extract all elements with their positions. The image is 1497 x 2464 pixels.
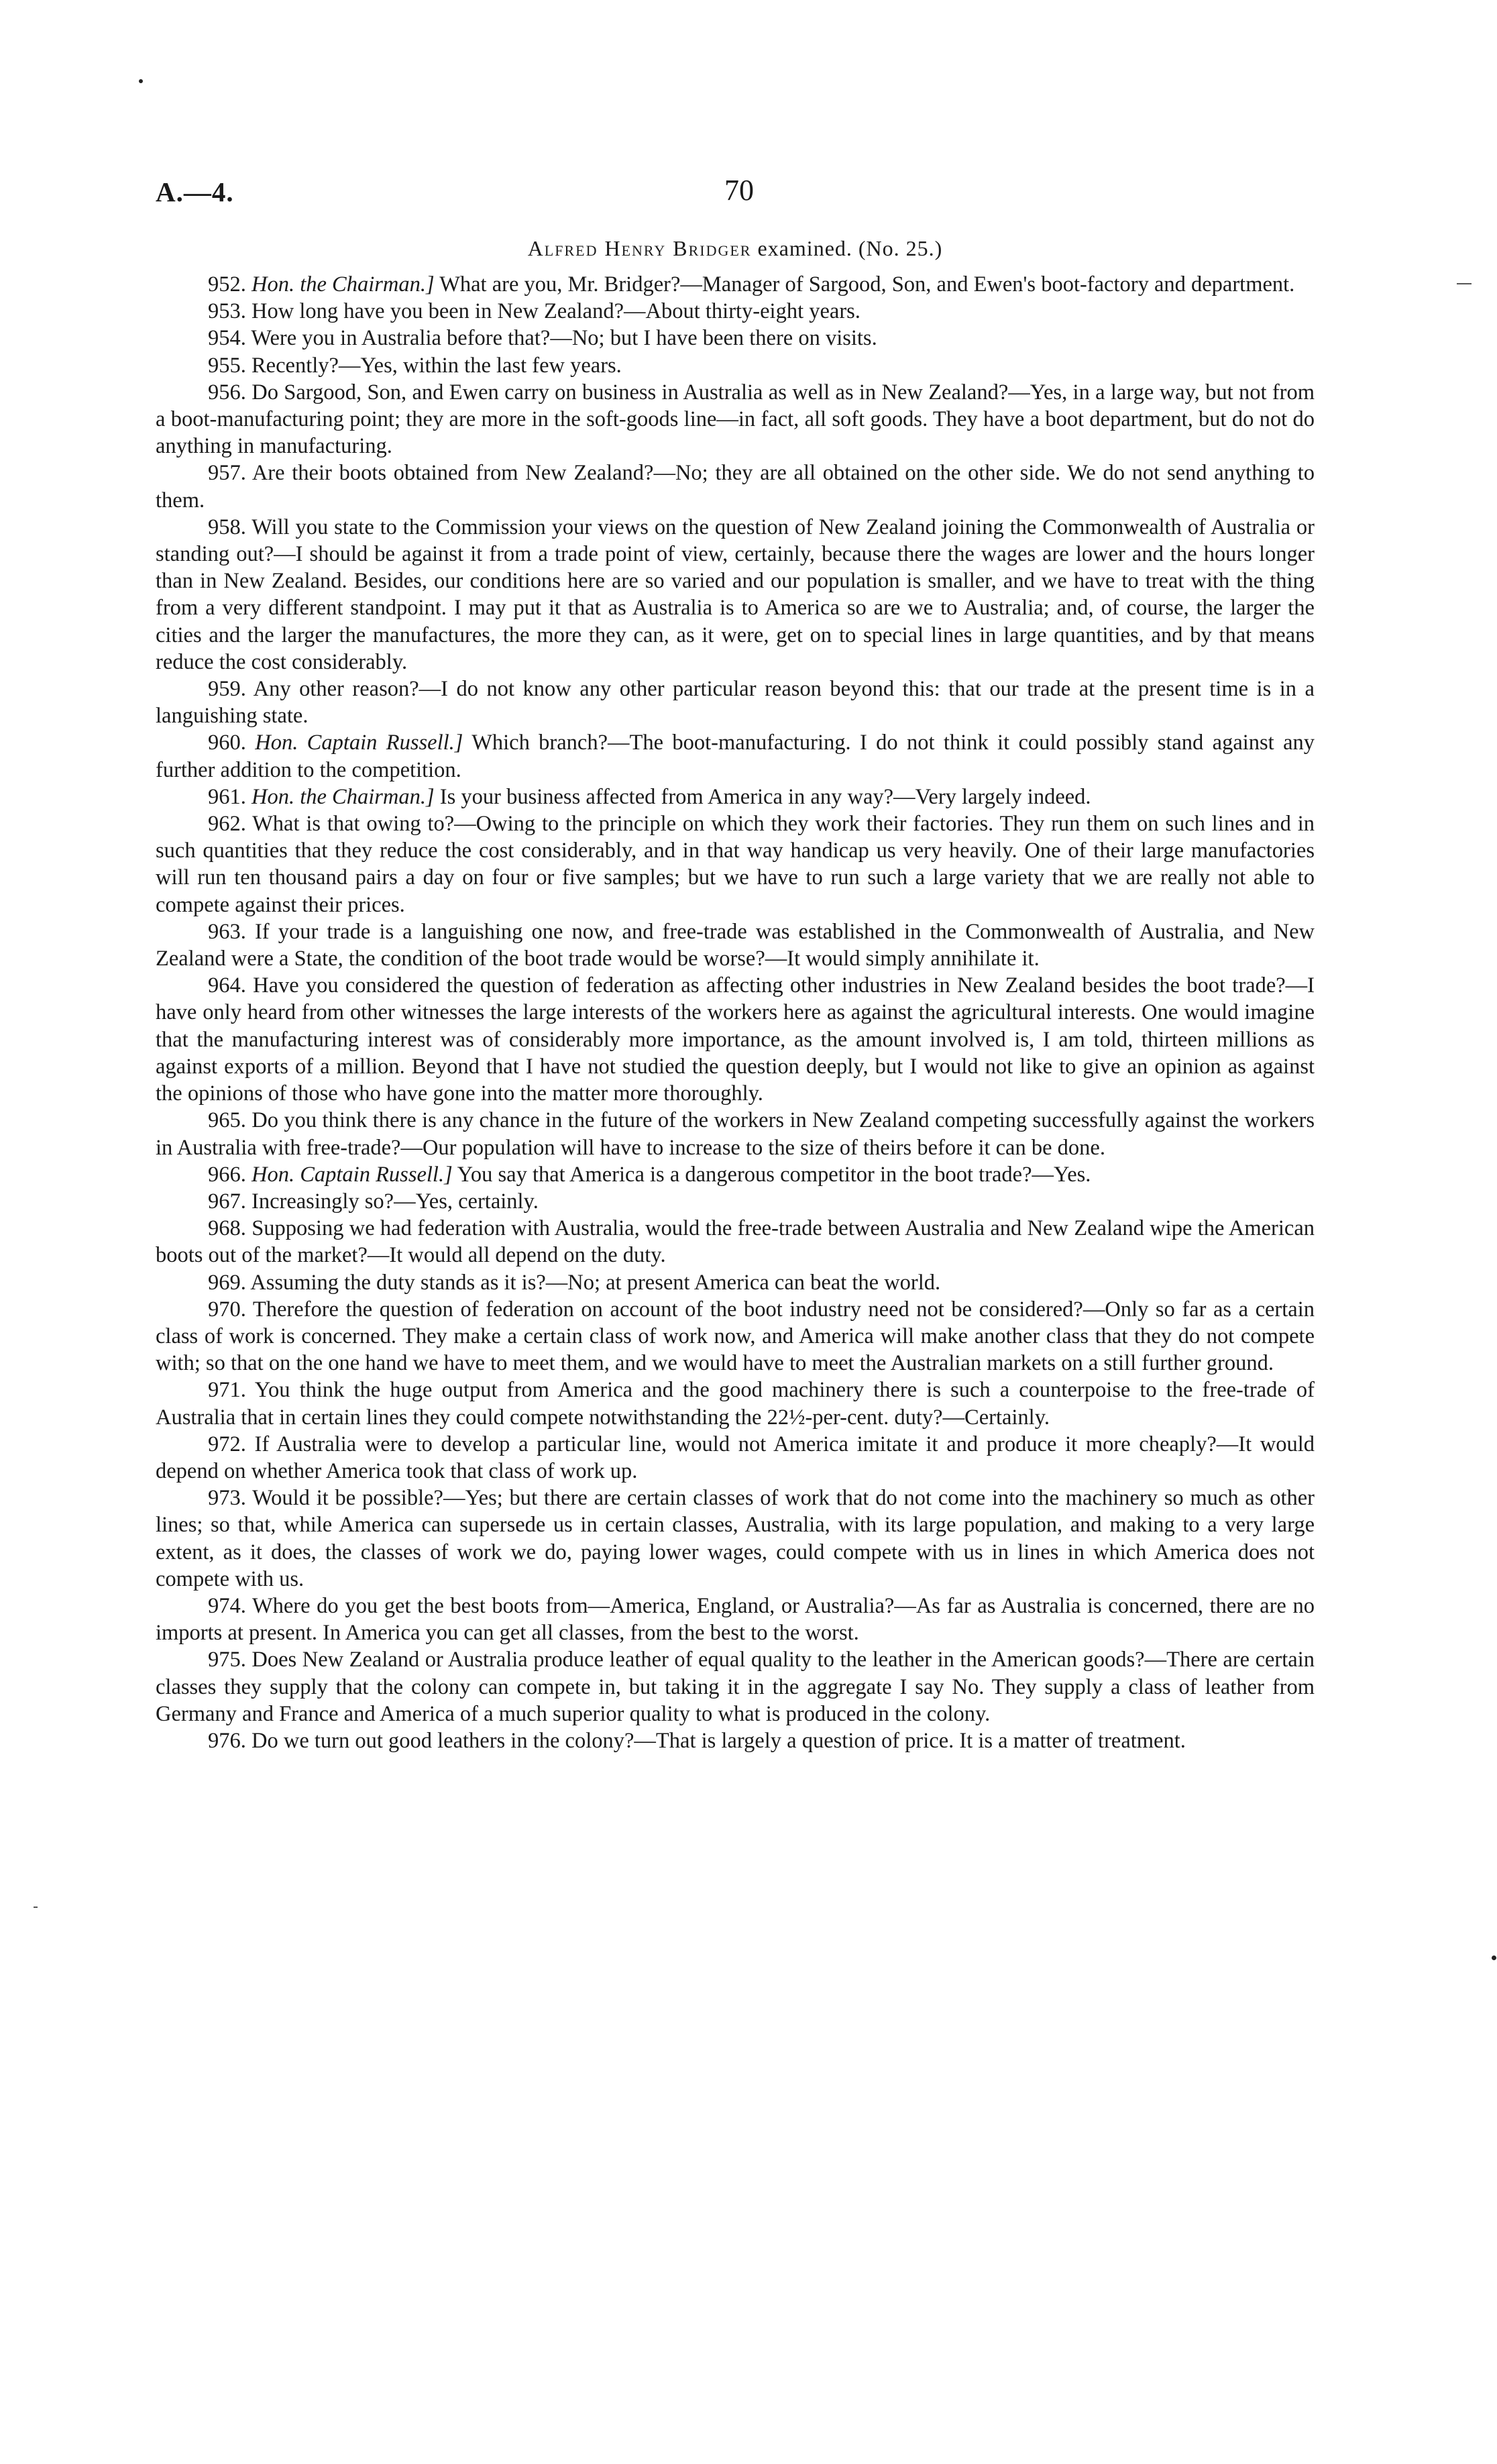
question-text: Will you state to the Commission your views on the question of New Zealand joining the Commonwealth of Australia or standing out?—I should be against it from a trade point of view, certainly, because there the wages are lower and the hours longer than in New Zealand. Besides, our conditions here are so varied and our population is smaller, and we have to treat with the thing from a very different standpoint. I may put it that as Australia is to America so are we to Australia; and, of course, the larger the cities and the larger the manufactures, the more they can, as it were, get on to special lines in large quantities, and by that means reduce the cost considerably. bbox=[156, 515, 1315, 674]
question-text: You say that America is a dangerous competitor in the boot trade?—Yes. bbox=[457, 1162, 1091, 1187]
question-paragraph bbox=[156, 1646, 1315, 1727]
question-number: 958. bbox=[208, 515, 246, 539]
question-number: 960. bbox=[208, 731, 246, 755]
question-paragraph bbox=[156, 1377, 1315, 1430]
question-text: Have you considered the question of federation as affecting other industries in New Zealand besides the boot trade?—I have only heard from other witnesses the large interests of the workers here as against the agricultural interests. One would imagine that the manufacturing interest was of considerably more importance, as the amount involved is, I am told, thirteen millions as against exports of a million. Beyond that I have not studied the question deeply, but I would not like to give an opinion as against the opinions of those who have gone into the matter more thoroughly. bbox=[156, 973, 1315, 1106]
question-paragraph bbox=[156, 1215, 1315, 1269]
question-number: 967. bbox=[208, 1189, 246, 1214]
question-number: 957. bbox=[208, 461, 246, 486]
question-text: Were you in Australia before that?—No; but I have been there on visits. bbox=[251, 326, 877, 351]
page-number: 70 bbox=[724, 174, 754, 207]
question-number: 955. bbox=[208, 353, 246, 378]
question-text: Do we turn out good leathers in the colony?—That is largely a question of price. It is a matter of treatment. bbox=[252, 1728, 1186, 1753]
question-text: You think the huge output from America and the good machinery there is such a counterpoise to the free-trade of Australia that in certain lines they could compete notwithstanding the 22½-per-cent. duty?—Certainly. bbox=[156, 1378, 1315, 1430]
speaker-label: Hon. the Chairman.] bbox=[252, 784, 435, 809]
question-number: 971. bbox=[208, 1378, 246, 1403]
question-text: Recently?—Yes, within the last few years. bbox=[252, 353, 622, 378]
question-paragraph bbox=[156, 379, 1315, 460]
question-paragraph bbox=[156, 1296, 1315, 1377]
scan-dash bbox=[34, 1907, 38, 1908]
question-text: If your trade is a languishing one now, and free-trade was established in the Commonwealth of Australia, and New Zealand were a State, the condition of the boot trade would be worse?—It would simply annihilate it. bbox=[156, 919, 1315, 971]
question-paragraph bbox=[156, 918, 1315, 972]
question-paragraph bbox=[156, 810, 1315, 918]
question-text: Does New Zealand or Australia produce leather of equal quality to the leather in the American goods?—There are certain classes they supply that the colony can compete in, but taking it in the aggregate I say No. They supply a class of leather from Germany and France and America of a much superior quality to what is produced in the colony. bbox=[156, 1648, 1315, 1726]
question-paragraph bbox=[156, 1485, 1315, 1593]
scan-dash bbox=[1457, 283, 1472, 284]
scan-speck bbox=[139, 79, 143, 83]
question-paragraph bbox=[156, 1188, 1315, 1215]
question-text: What are you, Mr. Bridger?—Manager of Sargood, Son, and Ewen's boot-factory and department. bbox=[439, 272, 1295, 297]
question-paragraph bbox=[156, 352, 1315, 379]
question-paragraph bbox=[156, 271, 1315, 298]
question-number: 963. bbox=[208, 919, 246, 944]
question-text: Any other reason?—I do not know any other particular reason beyond this: that our trade at the present time is in a languishing state. bbox=[156, 677, 1315, 729]
question-text: Which branch?—The boot-manufacturing. I do not think it could possibly stand against any further addition to the competition. bbox=[156, 731, 1315, 782]
question-number: 972. bbox=[208, 1432, 246, 1456]
question-number: 954. bbox=[208, 326, 246, 351]
question-text: Do Sargood, Son, and Ewen carry on business in Australia as well as in New Zealand?—Yes, in a large way, but not from a boot-manufacturing point; they are more in the soft-goods line—in fact, all soft goods. They have a boot department, but do not do anything in manufacturing. bbox=[156, 380, 1315, 459]
question-paragraph bbox=[156, 1727, 1315, 1754]
question-number: 976. bbox=[208, 1728, 246, 1753]
question-number: 959. bbox=[208, 677, 246, 702]
question-paragraph bbox=[156, 1269, 1315, 1296]
question-text: Is your business affected from America in any way?—Very largely indeed. bbox=[439, 784, 1091, 809]
witness-number: (No. 25.) bbox=[858, 236, 943, 260]
question-text: If Australia were to develop a particular line, would not America imitate it and produce it more cheaply?—It would depend on whether America took that class of work up. bbox=[156, 1432, 1315, 1483]
testimony-body bbox=[156, 271, 1315, 1754]
question-paragraph bbox=[156, 514, 1315, 676]
question-number: 952. bbox=[208, 272, 246, 297]
question-text: Therefore the question of federation on account of the boot industry need not be considered?—Only so far as a certain class of work is concerned. They make a certain class of work now, and America will make another class that they do not compete with; so that on the one hand we have to meet them, and we would have to meet the Australian markets on a still further ground. bbox=[156, 1297, 1315, 1376]
witness-heading bbox=[156, 236, 1315, 261]
question-paragraph bbox=[156, 298, 1315, 325]
speaker-label: Hon. Captain Russell.] bbox=[252, 1162, 453, 1187]
question-paragraph bbox=[156, 972, 1315, 1107]
question-paragraph bbox=[156, 676, 1315, 729]
question-paragraph bbox=[156, 729, 1315, 783]
question-number: 964. bbox=[208, 973, 246, 998]
question-paragraph bbox=[156, 1593, 1315, 1646]
question-number: 968. bbox=[208, 1216, 246, 1241]
question-number: 970. bbox=[208, 1297, 246, 1322]
question-number: 965. bbox=[208, 1108, 246, 1133]
question-number: 962. bbox=[208, 812, 246, 837]
witness-suffix: examined. bbox=[757, 236, 852, 260]
question-number: 956. bbox=[208, 380, 246, 405]
question-number: 973. bbox=[208, 1486, 246, 1511]
question-number: 966. bbox=[208, 1162, 246, 1187]
question-text: What is that owing to?—Owing to the principle on which they work their factories. They run them on such lines and in such quantities that they reduce the cost considerably, and in that way handicap us very heavily. One of their large manufactories will run ten thousand pairs a day on four or five samples; but we have to run such a large variety that we are really not able to compete against their prices. bbox=[156, 812, 1315, 917]
question-paragraph bbox=[156, 1161, 1315, 1188]
question-number: 974. bbox=[208, 1593, 246, 1618]
question-number: 975. bbox=[208, 1648, 246, 1672]
question-number: 961. bbox=[208, 784, 246, 809]
question-text: Supposing we had federation with Australia, would the free-trade between Australia and New Zealand wipe the American boots out of the market?—It would all depend on the duty. bbox=[156, 1216, 1315, 1268]
question-number: 969. bbox=[208, 1270, 246, 1295]
page-ref: A.—4. bbox=[156, 176, 234, 207]
scan-speck bbox=[1492, 1956, 1496, 1960]
question-paragraph bbox=[156, 1107, 1315, 1161]
question-paragraph bbox=[156, 325, 1315, 352]
question-paragraph bbox=[156, 784, 1315, 810]
question-text: Increasingly so?—Yes, certainly. bbox=[252, 1189, 539, 1214]
question-text: Assuming the duty stands as it is?—No; at present America can beat the world. bbox=[250, 1270, 941, 1295]
speaker-label: Hon. Captain Russell.] bbox=[255, 731, 463, 755]
witness-name: Alfred Henry Bridger bbox=[527, 236, 752, 260]
question-text: Do you think there is any chance in the future of the workers in New Zealand competing successfully against the workers in Australia with free-trade?—Our population will have to increase to the size of theirs before it can be done. bbox=[156, 1108, 1315, 1160]
question-number: 953. bbox=[208, 299, 246, 324]
question-paragraph bbox=[156, 1431, 1315, 1485]
question-text: Are their boots obtained from New Zealand?—No; they are all obtained on the other side. We do not send anything to them. bbox=[156, 461, 1315, 513]
question-text: Where do you get the best boots from—America, England, or Australia?—As far as Australia is concerned, there are no imports at present. In America you can get all classes, from the best to the worst. bbox=[156, 1593, 1315, 1646]
question-paragraph bbox=[156, 460, 1315, 513]
question-text: Would it be possible?—Yes; but there are certain classes of work that do not come into the machinery so much as other lines; so that, while America can supersede us in certain classes, Australia, with its large population, and making to a very large extent, as it does, the classes of work we do, paying lower wages, could compete with us in lines in which America does not compete with us. bbox=[156, 1486, 1315, 1591]
question-text: How long have you been in New Zealand?—About thirty-eight years. bbox=[252, 299, 861, 324]
speaker-label: Hon. the Chairman.] bbox=[252, 272, 435, 297]
